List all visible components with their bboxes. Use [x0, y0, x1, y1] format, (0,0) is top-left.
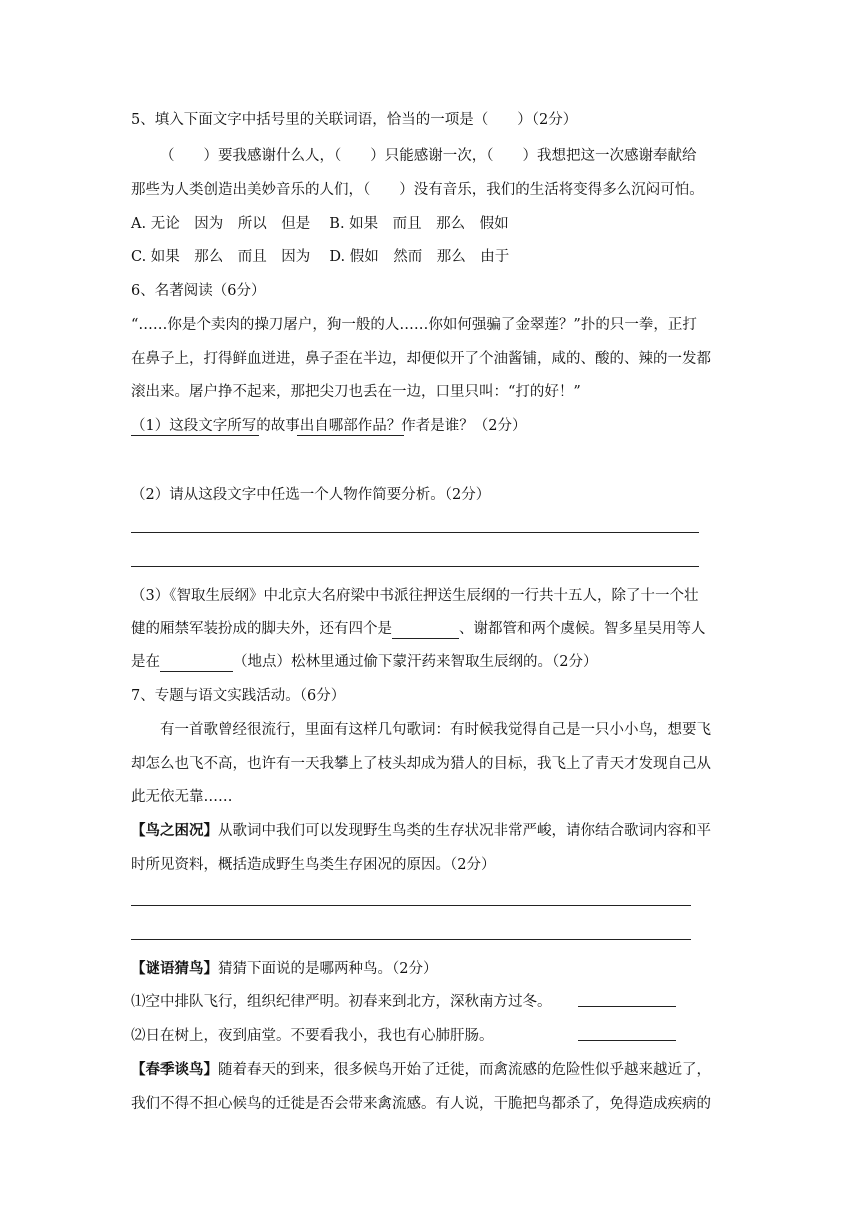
q5-options-cd: C. 如果 那么 而且 因为 D. 假如 然而 那么 由于	[131, 249, 510, 265]
q7-lyric-line-2: 却怎么也飞不高，也许有一天我攀上了枝头却成为猎人的目标，我飞上了青天才发现自己从	[131, 756, 711, 772]
q6-sub-question-3-line-3	[131, 652, 597, 672]
q6-quote-line-3: 滚出来。屠户挣不起来，那把尖刀也丢在一边，口里只叫：“打的好！”	[131, 384, 581, 400]
q7-title: 7、专题与语文实践活动。（6分）	[131, 688, 346, 704]
q6-sub-question-3-line-1: （3）《智取生辰纲》中北京大名府梁中书派往押送生辰纲的一行共十五人，除了十一个壮	[131, 588, 699, 604]
q6-sub-question-1: （1）这段文字所写的故事出自哪部作品？作者是谁？（2分）	[131, 418, 527, 434]
spring-line-2: 我们不得不担心候鸟的迁徙是否会带来禽流感。有人说，干脆把鸟都杀了，免得造成疾病的	[131, 1096, 711, 1112]
q5-title: 5、填入下面文字中括号里的关联词语，恰当的一项是（ ）（2分）	[131, 112, 578, 128]
birds-plight-text-1: 从歌词中我们可以发现野生鸟类的生存状况非常严峻，请你结合歌词内容和平	[218, 823, 711, 839]
q6-sub3-text-b: 、谢都管和两个虞候。智多星吴用等人	[459, 621, 706, 637]
riddle-2-answer-line[interactable]	[578, 1040, 676, 1041]
riddle-heading: 【谜语猜鸟】	[131, 960, 218, 977]
q6-sub3-text-c: 是在	[131, 654, 160, 670]
q6-blank-place[interactable]	[160, 655, 233, 672]
q6-sub3-text-a: 健的厢禁军装扮成的脚夫外，还有四个是	[131, 621, 392, 637]
riddle-line	[131, 959, 437, 979]
riddle-1-answer-line[interactable]	[578, 1006, 676, 1007]
q6-answer-line-analysis-2[interactable]	[131, 566, 699, 567]
q6-sub-question-3-line-2	[131, 619, 706, 639]
birds-plight-answer-line-1[interactable]	[131, 905, 691, 906]
birds-plight-line-1	[131, 821, 711, 841]
q5-passage-line-1: （ ）要我感谢什么人，（ ）只能感谢一次，（ ）我想把这一次感谢奉献给	[160, 148, 697, 164]
spring-line-1	[131, 1060, 711, 1080]
q6-quote-line-1: “……你是个卖肉的操刀屠户，狗一般的人……你如何强骗了金翠莲？”扑的只一拳，正打	[131, 317, 697, 333]
q6-answer-line-work[interactable]	[131, 435, 259, 436]
q6-answer-line-analysis-1[interactable]	[131, 532, 699, 533]
q6-title: 6、名著阅读（6分）	[131, 283, 266, 299]
birds-plight-line-2: 时所见资料，概括造成野生鸟类生存困况的原因。（2分）	[131, 857, 496, 873]
spring-heading: 【春季谈鸟】	[131, 1061, 218, 1078]
q6-blank-person[interactable]	[392, 622, 459, 639]
q6-sub-question-2: （2）请从这段文字中任选一个人物作简要分析。（2分）	[131, 487, 491, 503]
riddle-1: ⑴空中排队飞行，组织纪律严明。初春来到北方，深秋南方过冬。	[131, 994, 552, 1010]
q7-lyric-line-3: 此无依无靠……	[131, 789, 233, 805]
riddle-2: ⑵日在树上，夜到庙堂。不要看我小，我也有心肺肝肠。	[131, 1028, 494, 1044]
riddle-instruction: 猜猜下面说的是哪两种鸟。（2分）	[218, 961, 438, 977]
q6-sub3-text-d: （地点）松林里通过偷下蒙汗药来智取生辰纲的。（2分）	[233, 654, 598, 670]
birds-plight-answer-line-2[interactable]	[131, 939, 691, 940]
spring-text-1: 随着春天的到来，很多候鸟开始了迁徙，而禽流感的危险性似乎越来越近了，	[218, 1062, 711, 1078]
q6-quote-line-2: 在鼻子上，打得鲜血迸进，鼻子歪在半边，却便似开了个油酱铺，咸的、酸的、辣的一发都	[131, 351, 711, 367]
birds-plight-heading: 【鸟之困况】	[131, 822, 218, 839]
q6-answer-line-author[interactable]	[297, 435, 404, 436]
q7-lyric-line-1: 有一首歌曾经很流行，里面有这样几句歌词：有时候我觉得自己是一只小小鸟，想要飞	[160, 722, 711, 738]
q5-passage-line-2: 那些为人类创造出美妙音乐的人们，（ ）没有音乐，我们的生活将变得多么沉闷可怕。	[131, 182, 704, 198]
q5-options-ab: A. 无论 因为 所以 但是 B. 如果 而且 那么 假如	[131, 216, 509, 232]
